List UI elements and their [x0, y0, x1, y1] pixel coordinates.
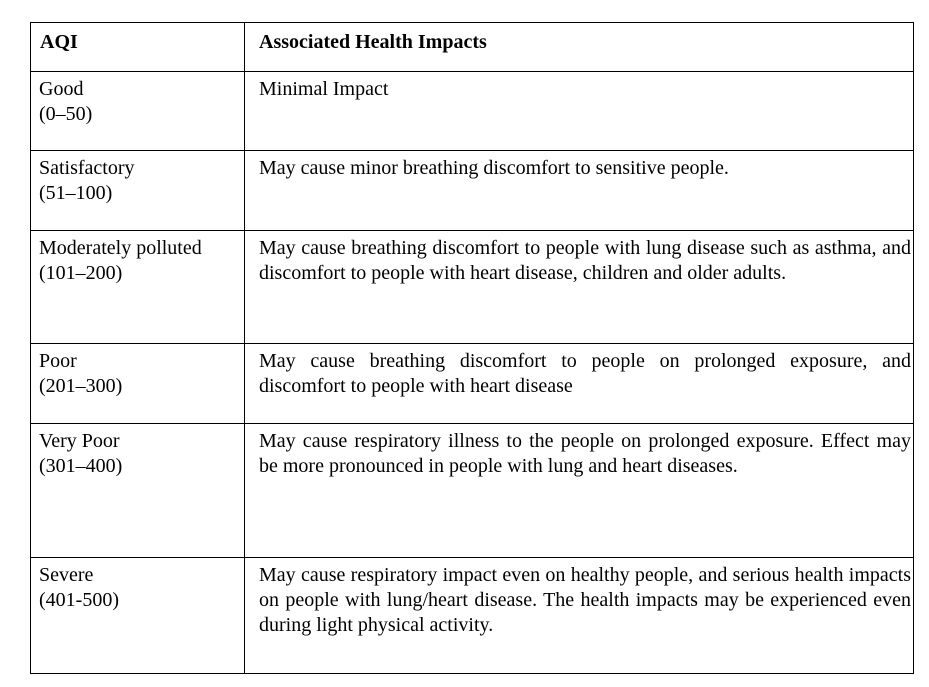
table-row — [31, 231, 914, 344]
table-row — [31, 558, 914, 674]
aqi-category-name: Moderately polluted — [39, 237, 202, 259]
column-header-health-impacts: Associated Health Impacts — [245, 23, 914, 72]
aqi-category-cell — [31, 151, 245, 231]
aqi-range: (101–200) — [39, 262, 123, 284]
aqi-category-name: Good — [39, 78, 84, 100]
aqi-range: (0–50) — [39, 103, 93, 125]
aqi-range: (301–400) — [39, 455, 123, 477]
aqi-category-cell — [31, 344, 245, 424]
health-impact-text: May cause minor breathing discomfort to sensitive people. — [245, 151, 914, 231]
aqi-health-impacts-table — [30, 22, 914, 674]
aqi-range: (401-500) — [39, 589, 119, 611]
aqi-range: (201–300) — [39, 375, 123, 397]
column-header-aqi: AQI — [31, 23, 245, 72]
health-impact-text: May cause respiratory illness to the people on prolonged exposure. Effect may be more pronounced in people with lung and heart diseases. — [245, 424, 914, 558]
aqi-category-cell — [31, 231, 245, 344]
table-header-row — [31, 23, 914, 72]
aqi-range: (51–100) — [39, 182, 113, 204]
table-row — [31, 151, 914, 231]
health-impact-text: May cause breathing discomfort to people with lung disease such as asthma, and discomfort to people with heart disease, children and older adults. — [245, 231, 914, 344]
aqi-category-name: Poor — [39, 350, 77, 372]
health-impact-text: May cause breathing discomfort to people on prolonged exposure, and discomfort to people with heart disease — [245, 344, 914, 424]
health-impact-text: Minimal Impact — [245, 72, 914, 151]
aqi-category-name: Satisfactory — [39, 157, 135, 179]
table-row — [31, 72, 914, 151]
aqi-category-name: Severe — [39, 564, 94, 586]
table-row — [31, 424, 914, 558]
aqi-category-cell — [31, 558, 245, 674]
aqi-category-cell — [31, 424, 245, 558]
health-impact-text: May cause respiratory impact even on healthy people, and serious health impacts on people with lung/heart disease. The health impacts may be experienced even during light physical activity. — [245, 558, 914, 674]
aqi-category-name: Very Poor — [39, 430, 120, 452]
aqi-category-cell — [31, 72, 245, 151]
table-row — [31, 344, 914, 424]
